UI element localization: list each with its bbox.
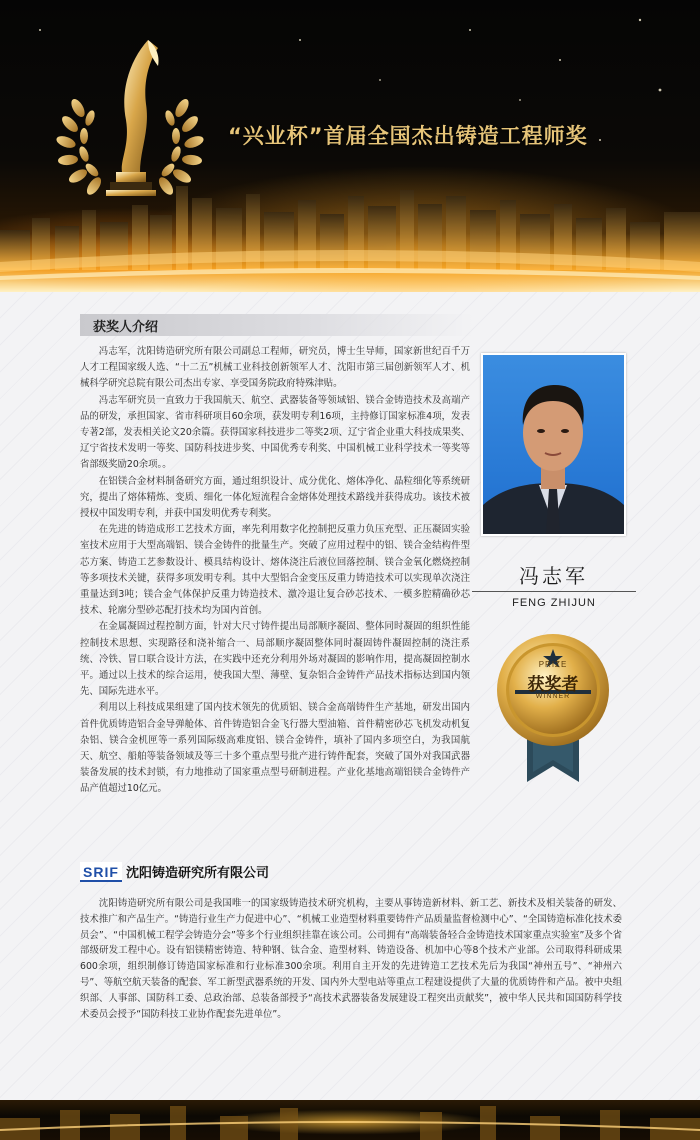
section-heading-bar	[80, 314, 474, 336]
winner-medal	[493, 632, 613, 796]
header-banner	[0, 0, 700, 292]
winner-biography	[80, 344, 470, 798]
bio-paragraph: 利用以上科技成果组建了国内技术领先的优质铝、镁合金高端铸件生产基地，研发出国内首件优质铸造铝合金导弹舱体、首件铸造铝合金飞行器大型油箱、首件精密砂芯飞机发动机复杂铝、镁合金机匣等一系列国际级高难度铝、镁合金铸件，填补了国内多项空白，为我国航天、航空、船舶等装备领域及等三十多个重点型号批产进行铸件配套，突破了国外对我国武器装备发展的技术封锁，有力地推动了国家重点型号研制进程。产业化基地高端铝镁合金铸件产品产值超过10亿元。	[80, 702, 470, 795]
bio-paragraph: 冯志军，沈阳铸造研究所有限公司副总工程师，研究员，博士生导师，国家新世纪百千万人才工程国家级人选、“十二五”机械工业科技创新领军人才、沈阳市第三届创新领军人才、机械科学研究总院有限公司杰出专家、享受国务院政府特殊津贴。	[80, 346, 470, 390]
award-title: “兴业杯”首届全国杰出铸造工程师奖	[228, 124, 588, 148]
company-description: 沈阳铸造研究所有限公司是我国唯一的国家级铸造技术研究机构，主要从事铸造新材料、新工艺、新技术及相关装备的研发、技术推广和产品生产。“铸造行业生产力促进中心”、“机械工业造型材料重要铸件产品质量监督检测中心”、“全国铸造标准化技术委员会”、“中国机械工程学会铸造分会”等多个行业组织挂靠在该公司。公司拥有“高端装备轻合金铸造技术国家重点实验室”及多个省部级研发工程中心。设有铝镁精密铸造、特种钢、钛合金、造型材料、铸造设备、机加中心等8个技术产业部。公司取得科研成果600余项，组织制修订铸造国家标准和行业标准300余项。利用自主开发的先进铸造工艺技术先后为我国“神州五号”、“神州六号”、等航空航天装备的配套、军工新型武器系统的开发、国内外大型电站等重点工程建设提供了大量的优质铸件和产品。被中央组织部、人事部、国防科工委、总政治部、总装备部授予“高技术武器装备发展建设工程突出贡献奖”，被中华人民共和国国防科学技术委员会授予“国防科技工业协作配套先进单位”。	[80, 898, 622, 1020]
medal-winner-english: WINNER	[535, 693, 571, 700]
company-logo	[80, 860, 122, 888]
medal-winner-label: 获奖者	[527, 675, 579, 695]
logo-text: SRIF	[83, 864, 119, 880]
bio-paragraph: 在铝镁合金材料制备研究方面，通过组织设计、成分优化、熔体净化、晶粒细化等系统研究，提出了熔体精炼、变质、细化一体化短流程合金熔体处理技术路线并获得成功。该技术被授权中国发明专利，并获中国发明优秀专利奖。	[80, 475, 470, 520]
winner-name-english: FENG ZHIJUN	[512, 597, 596, 609]
medal-prize-label: PRIZE	[538, 660, 568, 669]
bio-paragraph: 冯志军研究员一直致力于我国航天、航空、武器装备等领域铝、镁合金铸造技术及高端产品的研发，承担国家、省市科研项目60余项，获发明专利16项，主持修订国家标准4项，发表专著2部，发表相关论文20余篇。获得国家科技进步二等奖2项、辽宁省企业重大科技成果奖、辽宁省技术发明一等奖、国防科技进步奖、中国优秀专利奖、中国机械工业科学技术一等奖等省部级奖励20余项。。	[80, 394, 470, 471]
company-logo-icon	[80, 860, 122, 884]
laurel-left-icon	[55, 97, 104, 197]
footer-graphics	[0, 1100, 700, 1140]
footer-banner	[0, 1100, 700, 1140]
medal-icon	[493, 632, 613, 792]
winner-name-chinese: 冯志军	[519, 564, 588, 588]
trophy-icon	[106, 40, 159, 196]
bio-paragraph: 在先进的铸造成形工艺技术方面，率先利用数字化控制把反重力负压充型、正压凝固实验室技术应用于大型高端铝、镁合金铸件的批量生产。突破了应用过程中的铝、镁合金结构件型芯方案、铸造工艺参数设计、模具结构设计、熔体浇注后液位回落控制、镁合金氧化燃烧控制等多项技术关键，获得多项发明专利。其中大型铝合金变压反重力铸造技术可以实现单次浇注重量达到3吨；镁合金气体保护反重力铸造技术、激冷退让复合砂芯技术、一模多腔精确砂芯技术、轮廓分型砂芯配打技术均为国内首创。	[80, 524, 470, 617]
name-divider	[472, 591, 636, 592]
winner-portrait	[481, 353, 626, 536]
company-name: 沈阳铸造研究所有限公司	[126, 866, 270, 881]
section-heading: 获奖人介绍	[93, 320, 159, 335]
bio-paragraph: 在金属凝固过程控制方面，针对大尺寸铸件提出局部顺序凝固、整体同时凝固的组织性能控制技术思想、实现路径和浇补缩合一、局部顺序凝固整体同时凝固铸件凝固控制的浇注系统、冷铁、冒口联合设计方法，在实践中还充分利用外场对凝固的影响作用，提高凝固控制水平。通过以上技术的综合运用，使我国大型、薄壁、复杂铝合金铸件产品技术指标达到国内领先、国际先进水平。	[80, 621, 470, 698]
laurel-right-icon	[156, 97, 205, 197]
portrait-figure	[483, 355, 624, 534]
